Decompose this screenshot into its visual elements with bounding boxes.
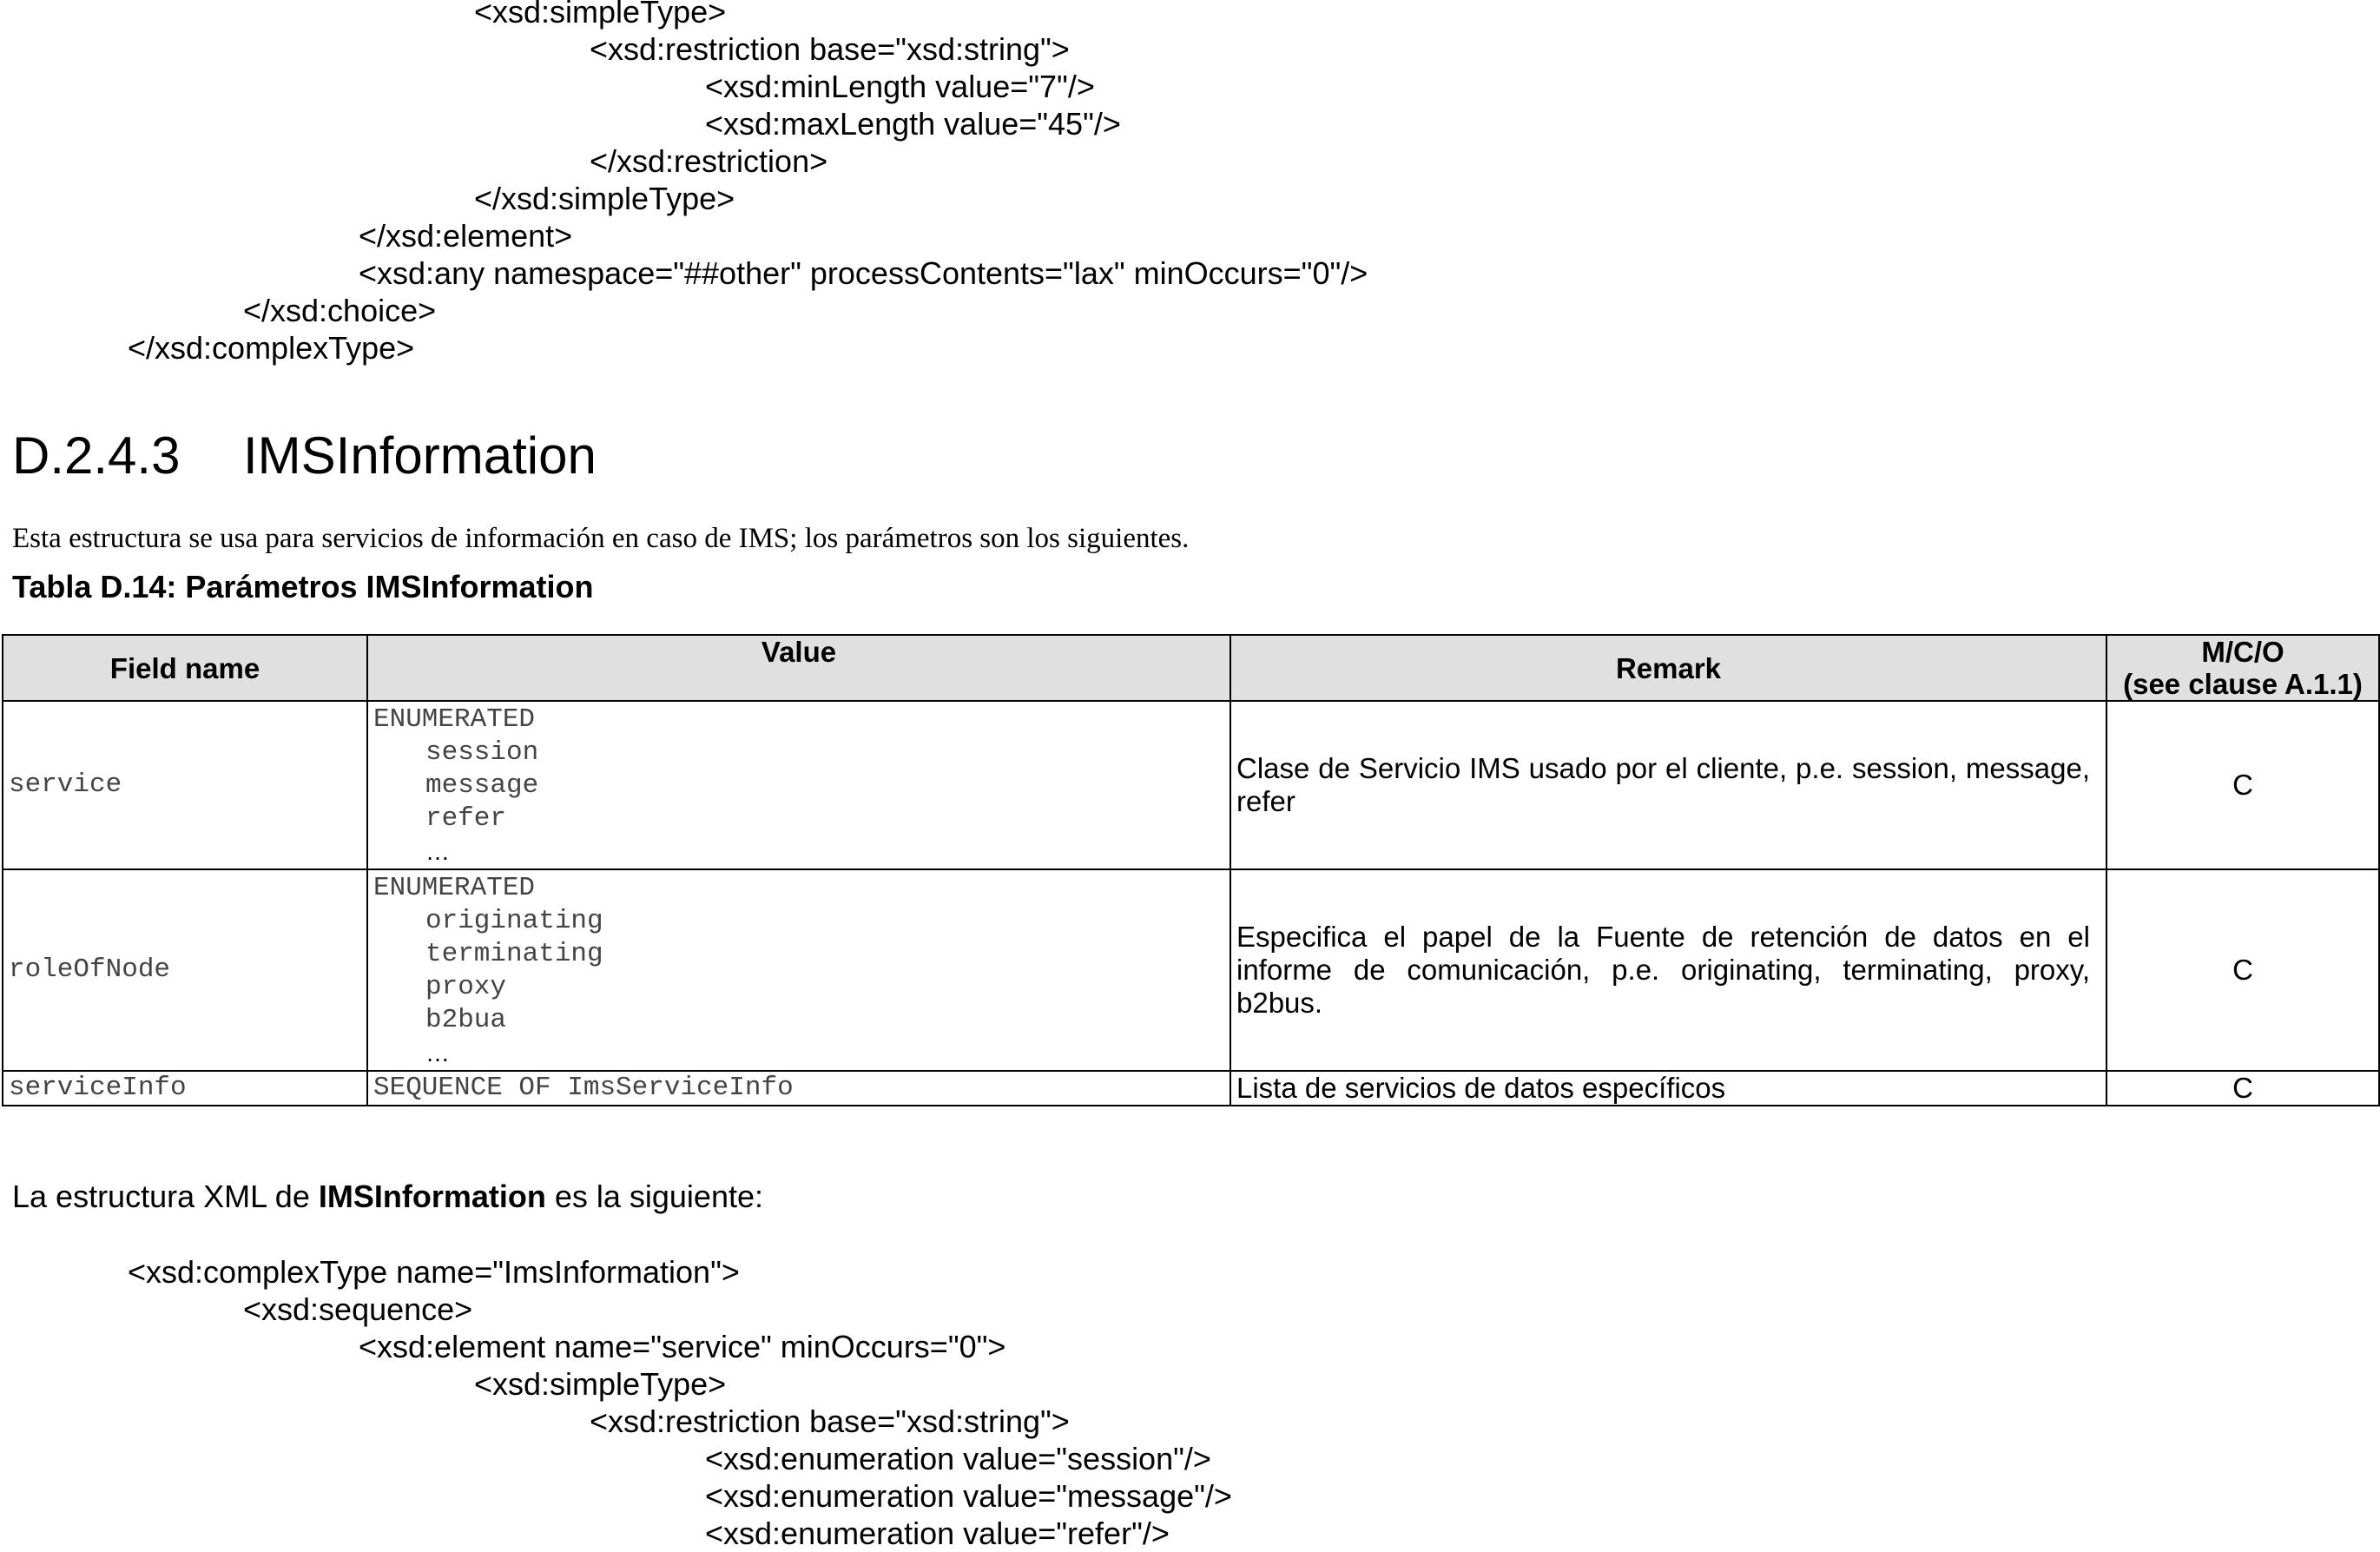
table-row [3,869,2379,1071]
value-item: originating [425,906,603,936]
code-line: </xsd:restriction> [590,143,828,179]
code-line: <xsd:enumeration value="refer"/> [705,1516,1170,1551]
table-row [3,701,2379,869]
value-item: terminating [425,939,603,969]
section-heading [12,426,597,486]
cell-remark: Especifica el papel de la Fuente de retención de datos en el informe de comunicación, p.e. originating, terminating, proxy, b2bus. [1230,869,2106,1071]
header-value: Value [367,635,1230,701]
table-caption: Tabla D.14: Parámetros IMSInformation [12,569,594,604]
value-ellipsis: … [425,1040,450,1067]
value-type: SEQUENCE OF ImsServiceInfo [373,1073,794,1103]
cell-field-name: service [3,701,367,869]
section-number: D.2.4.3 [12,426,181,485]
cell-value [367,701,1230,869]
cell-value [367,1071,1230,1106]
value-item: session [425,737,539,768]
code-line: <xsd:sequence> [243,1291,473,1327]
code-line: <xsd:enumeration value="session"/> [705,1441,1211,1476]
code-line: </xsd:choice> [243,293,437,328]
cell-moc: C [2106,1071,2379,1106]
code-line: <xsd:simpleType> [474,0,727,30]
table-row [3,1071,2379,1106]
header-remark: Remark [1230,635,2106,701]
code-line: </xsd:element> [359,218,573,254]
value-item: proxy [425,972,507,1002]
code-line: <xsd:complexType name="ImsInformation"> [128,1254,740,1290]
code-line: <xsd:restriction base="xsd:string"> [590,1403,1070,1439]
value-item: message [425,770,539,801]
cell-remark: Clase de Servicio IMS usado por el cliente, p.e. session, message, refer [1230,701,2106,869]
cell-field-name: serviceInfo [3,1071,367,1106]
code-line: </xsd:simpleType> [474,181,735,216]
xml-intro-after: es la siguiente: [545,1179,763,1214]
header-moc-line1: M/C/O [2201,636,2284,668]
cell-value [367,869,1230,1071]
cell-field-name: roleOfNode [3,869,367,1071]
header-moc-line2: (see clause A.1.1) [2123,668,2363,700]
code-line: <xsd:element name="service" minOccurs="0"> [359,1329,1006,1364]
intro-paragraph: Esta estructura se usa para servicios de información en caso de IMS; los parámetros son los siguientes. [12,523,1190,554]
header-moc [2106,635,2379,701]
parameters-table [2,634,2380,1106]
code-line: <xsd:enumeration value="message"/> [705,1478,1232,1514]
table-header-row [3,635,2379,701]
value-type: ENUMERATED [373,704,536,735]
cell-moc: C [2106,869,2379,1071]
code-line: <xsd:any namespace="##other" processContents="lax" minOccurs="0"/> [359,255,1368,291]
value-type: ENUMERATED [373,873,536,903]
value-item: refer [425,803,507,834]
xml-intro-before: La estructura XML de [12,1179,319,1214]
code-line: <xsd:maxLength value="45"/> [705,106,1121,142]
code-line: </xsd:complexType> [128,330,415,366]
header-field-name: Field name [3,635,367,701]
value-ellipsis: … [425,838,450,865]
xml-intro-bold: IMSInformation [318,1179,546,1214]
cell-remark: Lista de servicios de datos específicos [1230,1071,2106,1106]
code-line: <xsd:restriction base="xsd:string"> [590,31,1070,67]
xml-intro [12,1178,763,1216]
cell-moc: C [2106,701,2379,869]
value-item: b2bua [425,1005,507,1035]
section-title: IMSInformation [243,426,597,485]
code-line: <xsd:minLength value="7"/> [705,69,1095,104]
code-line: <xsd:simpleType> [474,1366,727,1402]
